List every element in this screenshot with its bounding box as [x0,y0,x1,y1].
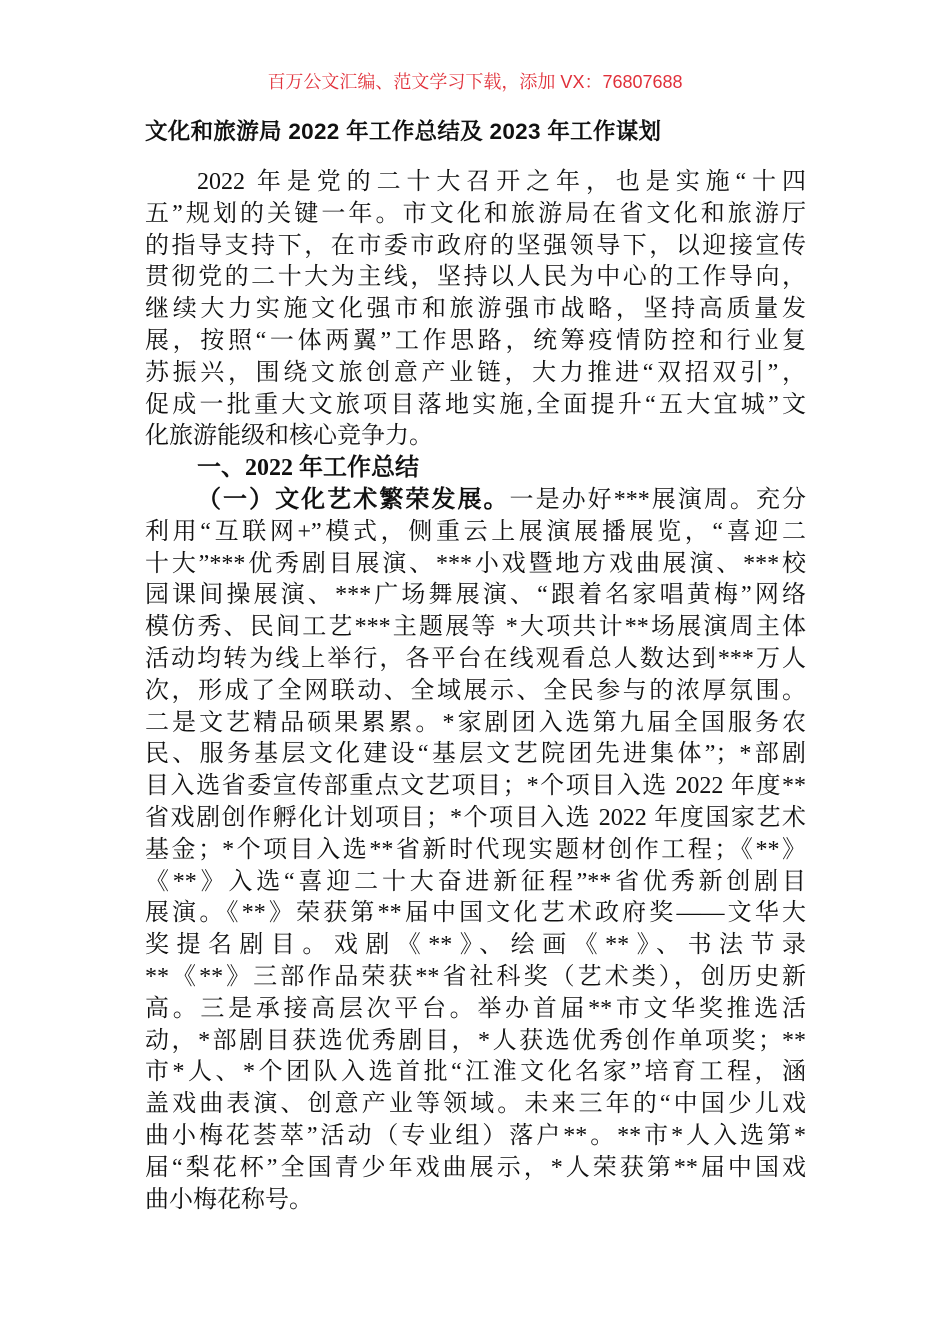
paragraph-line: 展演。《**》荣获第**届中国文化艺术政府奖——文华大 [145,900,806,927]
line-text: 一是办好***展演周。充分 [509,486,807,513]
paragraph-line: 五”规划的关键一年。市文化和旅游局在省文化和旅游厅 [145,200,806,227]
paragraph-line: 2022 年是党的二十大召开之年，也是实施“十四 [197,169,806,195]
paragraph-line: 曲小梅花荟萃”活动（专业组）落户**。**市*人入选第* [145,1122,806,1149]
paragraph-line: 次，形成了全网联动、全域展示、全民参与的浓厚氛围。 [145,677,806,704]
document-title: 文化和旅游局 2022 年工作总结及 2023 年工作谋划 [145,119,662,144]
intro-paragraph [145,167,806,453]
paragraph-line: 促成一批重大文旅项目落地实施,全面提升“五大宜城”文 [145,391,806,418]
paragraph-line: 活动均转为线上举行，各平台在线观看总人数达到***万人 [145,645,806,672]
paragraph-line: 利用“互联网+”模式，侧重云上展演展播展览，“喜迎二 [145,518,806,545]
paragraph-line: 二是文艺精品硕果累累。*家剧团入选第九届全国服务农 [145,709,806,736]
paragraph-line: 苏振兴，围绕文旅创意产业链，大力推进“双招双引”， [145,359,806,386]
watermark-note: 百万公文汇编、范文学习下载，添加 VX：76807688 [267,72,683,92]
paragraph-line: 基金；*个项目入选**省新时代现实题材创作工程；《**》 [145,836,806,863]
paragraph-line: 省戏剧创作孵化计划项目；*个项目入选 2022 年度国家艺术 [145,804,806,831]
paragraph-line [145,485,806,517]
paragraph-line: **《**》三部作品荣获**省社科奖（艺术类），创历史新 [145,963,806,990]
paragraph-line: 高。三是承接高层次平台。举办首届**市文华奖推选活 [145,995,806,1022]
subsection-paragraph [145,485,806,1216]
section-heading: 一、2022 年工作总结 [197,455,419,482]
paragraph-line: 继续大力实施文化强市和旅游强市战略，坚持高质量发 [145,296,806,323]
paragraph-line: 曲小梅花称号。 [145,1186,313,1213]
paragraph-line: 民、服务基层文化建设“基层文艺院团先进集体”；*部剧 [145,741,806,768]
paragraph-line: 目入选省委宣传部重点文艺项目；*个项目入选 2022 年度** [145,773,806,800]
paragraph-line: 市*人、*个团队入选首批“江淮文化名家”培育工程，涵 [145,1059,806,1086]
paragraph-line: 奖提名剧目。戏剧《**》、绘画《**》、书法节录 [145,932,806,959]
paragraph-line: 模仿秀、民间工艺***主题展等 *大项共计**场展演周主体 [145,614,806,641]
paragraph-line: 展，按照“一体两翼”工作思路，统筹疫情防控和行业复 [145,327,806,354]
paragraph-line: 动，*部剧目获选优秀剧目，*人获选优秀创作单项奖；** [145,1027,806,1054]
paragraph-line: 的指导支持下，在市委市政府的坚强领导下，以迎接宣传 [145,232,806,259]
paragraph-line: 贯彻党的二十大为主线，坚持以人民为中心的工作导向， [145,264,806,291]
paragraph-line: 园课间操展演、***广场舞展演、“跟着名家唱黄梅”网络 [145,582,806,609]
paragraph-line: 届“梨花杯”全国青少年戏曲展示，*人荣获第**届中国戏 [145,1154,806,1181]
paragraph-line: 盖戏曲表演、创意产业等领域。未来三年的“中国少儿戏 [145,1091,806,1118]
paragraph-line: 十大”***优秀剧目展演、***小戏暨地方戏曲展演、***校 [145,550,806,577]
paragraph-line: 化旅游能级和核心竞争力。 [145,423,433,450]
subsection-lead: （一）文化艺术繁荣发展。 [197,486,510,513]
paragraph-line: 《**》入选“喜迎二十大奋进新征程”**省优秀新创剧目 [145,868,806,895]
document-body [145,167,806,1216]
